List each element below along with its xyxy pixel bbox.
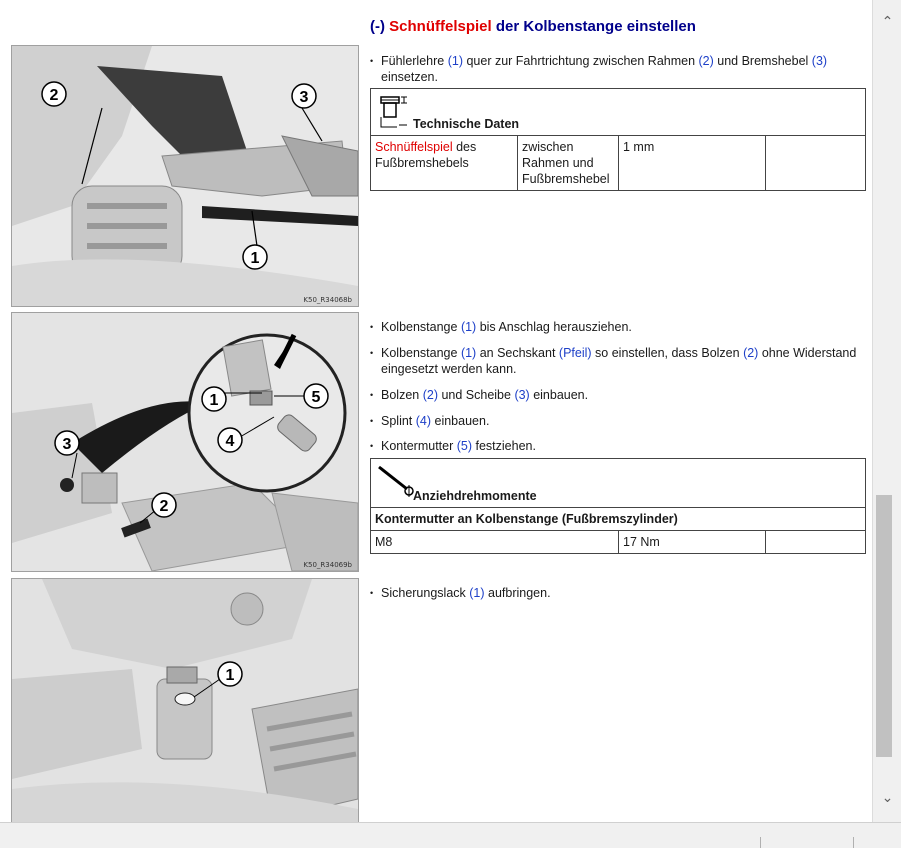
callout-3 bbox=[292, 84, 316, 108]
torque-thread: M8 bbox=[371, 531, 619, 554]
svg-text:3: 3 bbox=[299, 89, 309, 106]
status-separator bbox=[853, 837, 854, 848]
svg-text:2: 2 bbox=[49, 87, 59, 104]
torque-table bbox=[370, 458, 866, 554]
torque-value: 17 Nm bbox=[619, 531, 766, 554]
tech-data-title: Technische Daten bbox=[413, 117, 520, 131]
scroll-down-button[interactable]: ⌄ bbox=[881, 789, 894, 805]
figure-feeler-gauge bbox=[11, 45, 359, 307]
figure-code: K50_R34069b bbox=[303, 561, 352, 569]
callout-2 bbox=[152, 493, 176, 517]
figure-piston-rod-adjust bbox=[11, 312, 359, 572]
title-rest: der Kolbenstange einstellen bbox=[491, 18, 696, 35]
step-tighten-locknut: • Kontermutter (5) festziehen. bbox=[370, 438, 861, 454]
step-install-split-pin: • Splint (4) einbauen. bbox=[370, 413, 861, 429]
tech-data-condition: zwischen Rahmen und Fußbremshebel bbox=[518, 136, 619, 191]
scroll-up-button[interactable]: ⌃ bbox=[881, 13, 894, 29]
svg-text:4: 4 bbox=[225, 433, 235, 450]
svg-text:1: 1 bbox=[209, 392, 219, 409]
step-insert-feeler-gauge: • Fühlerlehre (1) quer zur Fahrtrichtung zwischen Rahmen (2) und Bremshebel (3) einsetzen. bbox=[370, 53, 861, 85]
step-pull-out-rod: • Kolbenstange (1) bis Anschlag herausziehen. bbox=[370, 319, 861, 335]
vertical-scrollbar[interactable] bbox=[872, 0, 901, 822]
status-separator bbox=[760, 837, 761, 848]
torque-subheader: Kontermutter an Kolbenstange (Fußbremszylinder) bbox=[371, 508, 866, 531]
scrollbar-thumb[interactable] bbox=[876, 495, 892, 757]
tech-data-param: Schnüffelspiel des Fußbremshebels bbox=[371, 136, 518, 191]
callout-1 bbox=[202, 387, 226, 411]
figure-code: K50_R34068b bbox=[303, 296, 352, 304]
piston-gauge-icon bbox=[377, 93, 411, 129]
torque-title: Anziehdrehmomente bbox=[413, 489, 537, 503]
callout-5 bbox=[304, 384, 328, 408]
callout-1 bbox=[243, 245, 267, 269]
callout-layer bbox=[12, 579, 358, 822]
step-apply-locking-varnish: • Sicherungslack (1) aufbringen. bbox=[370, 585, 861, 601]
title-prefix: (-) bbox=[370, 18, 390, 35]
callout-1 bbox=[218, 662, 242, 686]
torque-extra bbox=[766, 531, 866, 554]
callout-layer bbox=[12, 313, 358, 571]
torque-wrench-icon bbox=[377, 463, 417, 499]
tech-data-value: 1 mm bbox=[619, 136, 766, 191]
callout-3 bbox=[55, 431, 79, 455]
svg-text:1: 1 bbox=[225, 667, 235, 684]
section-title bbox=[370, 18, 696, 35]
svg-text:3: 3 bbox=[62, 436, 72, 453]
torque-header bbox=[371, 459, 866, 508]
step-adjust-rod: • Kolbenstange (1) an Sechskant (Pfeil) so einstellen, dass Bolzen (2) ohne Widerstand eingesetzt werden kann. bbox=[370, 345, 861, 377]
svg-text:2: 2 bbox=[159, 498, 169, 515]
status-bar bbox=[0, 822, 901, 848]
callout-2 bbox=[42, 82, 66, 106]
tech-data-table bbox=[370, 88, 866, 191]
tech-data-extra bbox=[766, 136, 866, 191]
tech-data-header bbox=[371, 89, 866, 136]
callout-4 bbox=[218, 428, 242, 452]
svg-text:1: 1 bbox=[250, 250, 260, 267]
step-install-bolt: • Bolzen (2) und Scheibe (3) einbauen. bbox=[370, 387, 861, 403]
callout-layer bbox=[12, 46, 358, 306]
svg-text:5: 5 bbox=[311, 389, 321, 406]
title-highlight: Schnüffelspiel bbox=[389, 18, 492, 35]
figure-locking-varnish bbox=[11, 578, 359, 822]
